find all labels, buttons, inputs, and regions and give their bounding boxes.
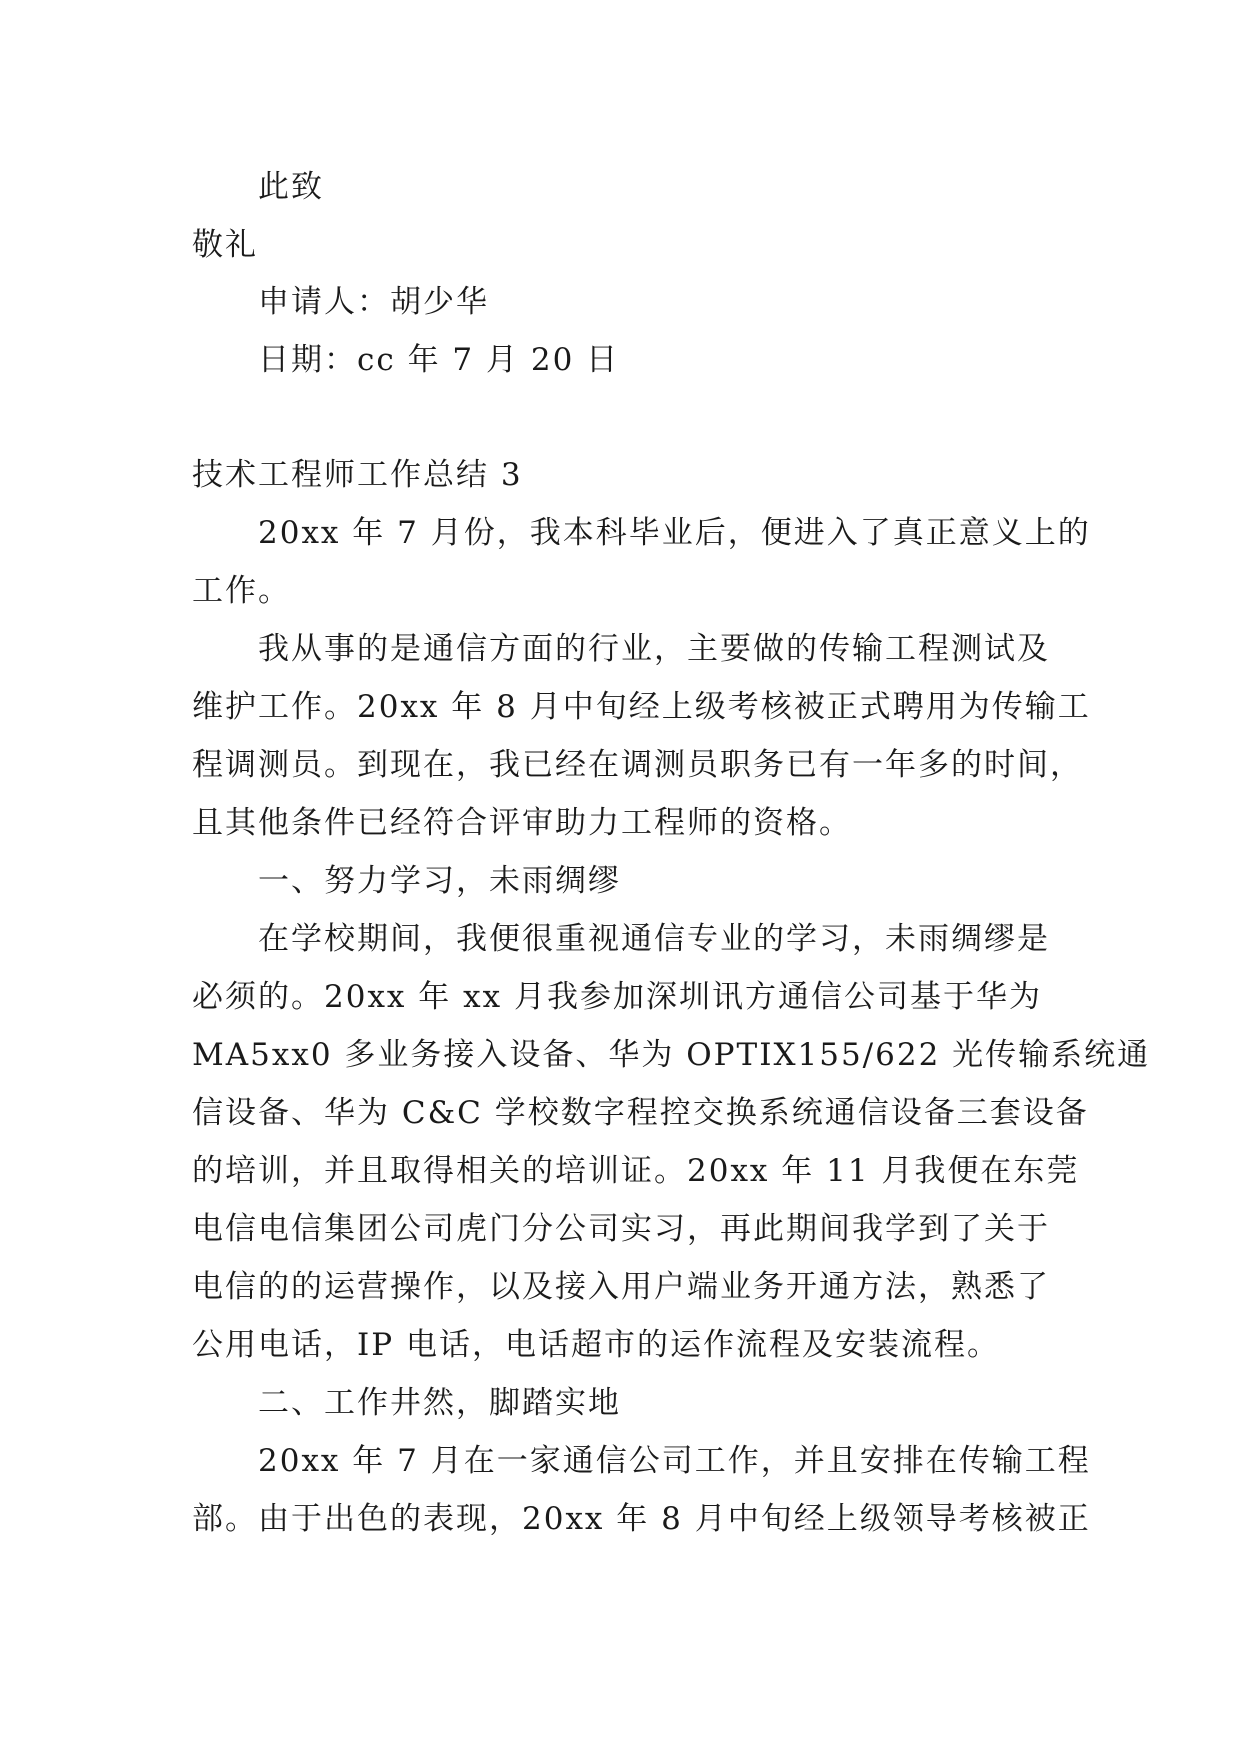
closing-salutation-2: 敬礼 — [192, 227, 258, 263]
paragraph-line: 且其他条件已经符合评审助力工程师的资格。 — [192, 805, 852, 841]
paragraph-line: 工作。 — [192, 573, 291, 609]
paragraph-line: 20xx 年 7 月在一家通信公司工作，并且安排在传输工程 — [258, 1443, 1091, 1479]
paragraph-line: 的培训，并且取得相关的培训证。20xx 年 11 月我便在东莞 — [192, 1153, 1080, 1189]
paragraph-line: 信设备、华为 C&C 学校数字程控交换系统通信设备三套设备 — [192, 1095, 1089, 1131]
section-title: 技术工程师工作总结 3 — [192, 457, 523, 493]
paragraph-line: 维护工作。20xx 年 8 月中旬经上级考核被正式聘用为传输工 — [192, 689, 1091, 725]
paragraph-line: 20xx 年 7 月份，我本科毕业后，便进入了真正意义上的 — [258, 515, 1091, 551]
paragraph-line: 我从事的是通信方面的行业，主要做的传输工程测试及 — [258, 631, 1050, 667]
subheading-2: 二、工作井然，脚踏实地 — [258, 1385, 621, 1421]
paragraph-line: 必须的。20xx 年 xx 月我参加深圳讯方通信公司基于华为 — [192, 979, 1042, 1015]
paragraph-line: MA5xx0 多业务接入设备、华为 OPTIX155/622 光传输系统通 — [192, 1037, 1151, 1073]
paragraph-line: 公用电话，IP 电话，电话超市的运作流程及安装流程。 — [192, 1327, 1000, 1363]
paragraph-line: 电信电信集团公司虎门分公司实习，再此期间我学到了关于 — [192, 1211, 1050, 1247]
date-line: 日期：cc 年 7 月 20 日 — [258, 342, 620, 378]
paragraph-line: 在学校期间，我便很重视通信专业的学习，未雨绸缪是 — [258, 921, 1050, 957]
closing-salutation-1: 此致 — [258, 169, 324, 205]
subheading-1: 一、努力学习，未雨绸缪 — [258, 863, 621, 899]
paragraph-line: 电信的的运营操作，以及接入用户端业务开通方法，熟悉了 — [192, 1269, 1050, 1305]
paragraph-line: 部。由于出色的表现，20xx 年 8 月中旬经上级领导考核被正 — [192, 1501, 1091, 1537]
paragraph-line: 程调测员。到现在，我已经在调测员职务已有一年多的时间， — [192, 747, 1083, 783]
applicant-line: 申请人：胡少华 — [258, 284, 489, 320]
